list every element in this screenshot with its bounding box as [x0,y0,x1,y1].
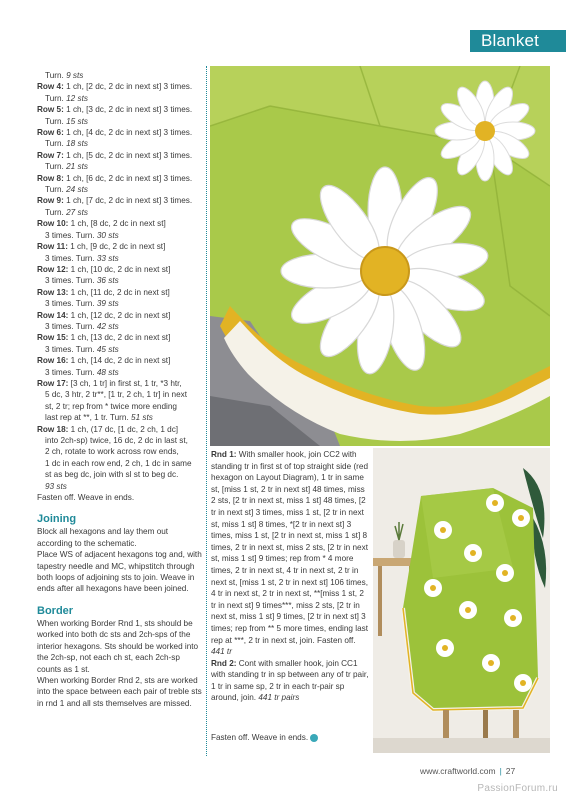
border-heading: Border [37,604,74,617]
pattern-row: Row 11: 1 ch, [9 dc, 2 dc in next st] [37,242,166,252]
fasten-off-final: Fasten off. Weave in ends. [211,733,318,742]
pattern-left-column [37,70,205,709]
row18: Row 18: 1 ch, (17 dc, [1 dc, 2 ch, 1 dc] [37,424,179,434]
joining-para-2: Place WS of adjacent hexagons tog and, with tapestry needle and MC, whipstitch through both loops of adjoining sts to join. Weave in ends after all hexagons have been joined. [37,550,202,594]
row18-line3: 2 ch, rotate to work across row ends, [45,447,179,457]
row17-line3: st, 2 tr; rep from * twice more ending [45,401,177,411]
row17-line4: last rep at **, 1 tr. Turn. 51 sts [45,413,153,423]
row17: Row 17: [3 ch, 1 tr] in first st, 1 tr, *3 htr, [37,378,182,388]
border-para-2: When working Border Rnd 2, sts are worked into the space between each pair of treble sts in rnd 1 and all sts themselves are missed. [37,675,202,708]
row18-fasten: Fasten off. Weave in ends. [37,493,135,503]
pattern-row-continuation: 3 times. Turn. 48 sts [45,367,119,377]
blanket-chair-photo [373,448,550,753]
pattern-row-continuation: Turn. 21 sts [45,162,88,172]
daisy-closeup-photo [210,66,550,446]
pattern-row: Row 4: 1 ch, [2 dc, 2 dc in next st] 3 times. [37,82,193,92]
pattern-row: Row 5: 1 ch, [3 dc, 2 dc in next st] 3 times. [37,105,193,115]
pattern-row-continuation: Turn. 12 sts [45,93,88,103]
joining-heading: Joining [37,513,77,526]
section-tab [470,30,566,52]
pattern-row: Row 16: 1 ch, [14 dc, 2 dc in next st] [37,356,171,366]
pattern-row-continuation: 3 times. Turn. 36 sts [45,276,119,286]
pattern-row: Row 8: 1 ch, [6 dc, 2 dc in next st] 3 times. [37,173,193,183]
pattern-row-continuation: 3 times. Turn. 33 sts [45,253,119,263]
pattern-row: Row 13: 1 ch, [11 dc, 2 dc in next st] [37,287,170,297]
pattern-row-continuation: 3 times. Turn. 30 sts [45,230,119,240]
page-number: 27 [505,766,516,776]
row18-line5: st as beg dc, join with sl st to beg dc. [45,470,179,480]
end-mark-icon [310,734,318,742]
pattern-row-continuation: Turn. 24 sts [45,185,88,195]
pattern-row: Row 12: 1 ch, [10 dc, 2 dc in next st] [37,264,171,274]
rnd1-paragraph: Rnd 1: With smaller hook, join CC2 with standing tr in first st of top straight side (red hexagon on Layout Diagram), 1 tr in same st, [miss 1 st, 2 tr in next st] 48 times, miss 2 sts, [2 tr in next st, miss 1 st] 48 times, [2 tr in next st] 3 times, miss 1 st, [2 tr in next st, miss 1 st] 8 times, *[2 tr in next st] 3 times, miss 1 st, [2 tr in next st, miss 1 st] 8 times, 2 tr in next st, miss 2 sts, [2 tr in next st, miss 1 st] 9 times; rep from * 4 more times, 2 tr in next st, 4 tr in next st, 2 tr in next st, [miss 1 st, 2 tr in next st] 106 times, 4 tr in next st, 2 tr in next st, **[miss 1 st, 2 tr in next st] 9 times***, miss 2 sts, [2 tr in next st, miss 1 st] 9 times, [2 tr in next st] 3 times; rep from ** 5 more times, ending last rep at ***, 2 tr in next st, join. Fasten off. 441 tr [211,450,368,657]
page-footer [420,766,515,776]
pattern-row-continuation: 3 times. Turn. 45 sts [45,344,119,354]
footer-separator: | [499,766,502,776]
pattern-row-continuation: Turn. 15 sts [45,116,88,126]
column-divider [206,66,207,756]
footer-website: www.craftworld.com [420,766,496,776]
pattern-row-continuation: 3 times. Turn. 42 sts [45,321,119,331]
joining-para-1: Block all hexagons and lay them out according to the schematic. [37,527,169,548]
pattern-row-continuation: 3 times. Turn. 39 sts [45,299,119,309]
pattern-row-continuation: Turn. 18 sts [45,139,88,149]
pattern-row-continuation: Turn. 27 sts [45,207,88,217]
pattern-row: Row 15: 1 ch, [13 dc, 2 dc in next st] [37,333,171,343]
rows-list [37,81,205,378]
border-para-1: When working Border Rnd 1, sts should be worked into both dc sts and 2ch-sps of the interior hexagons. Sts should be worked into the 2ch-sp, not each ch st, each 2ch-sp counts as 1 st. [37,618,199,674]
watermark: PassionForum.ru [477,783,558,794]
pattern-row: Row 6: 1 ch, [4 dc, 2 dc in next st] 3 times. [37,128,193,138]
pattern-row: Row 9: 1 ch, [7 dc, 2 dc in next st] 3 times. [37,196,193,206]
row18-line4: 1 dc in each row end, 2 ch, 1 dc in same [45,458,192,468]
section-tab-label: Blanket [481,31,540,50]
row3-continuation: Turn. 9 sts [45,71,84,80]
row17-line2: 5 dc, 3 htr, 2 tr**, [1 tr, 2 ch, 1 tr] in next [45,390,187,400]
pattern-row: Row 10: 1 ch, [8 dc, 2 dc in next st] [37,219,166,229]
row18-line2: into 2ch-sp) twice, 16 dc, 2 dc in last st, [45,436,188,445]
pattern-row: Row 7: 1 ch, [5 dc, 2 dc in next st] 3 times. [37,150,193,160]
row18-count: 93 sts [45,481,67,491]
pattern-row: Row 14: 1 ch, [12 dc, 2 dc in next st] [37,310,171,320]
rnd2-paragraph: Rnd 2: Cont with smaller hook, join CC1 with standing tr in sp between any of tr pair, 1 tr in same sp, 2 tr in each tr-pair sp around, join. 441 tr pairs [211,658,369,703]
border-rounds-column [211,449,371,704]
